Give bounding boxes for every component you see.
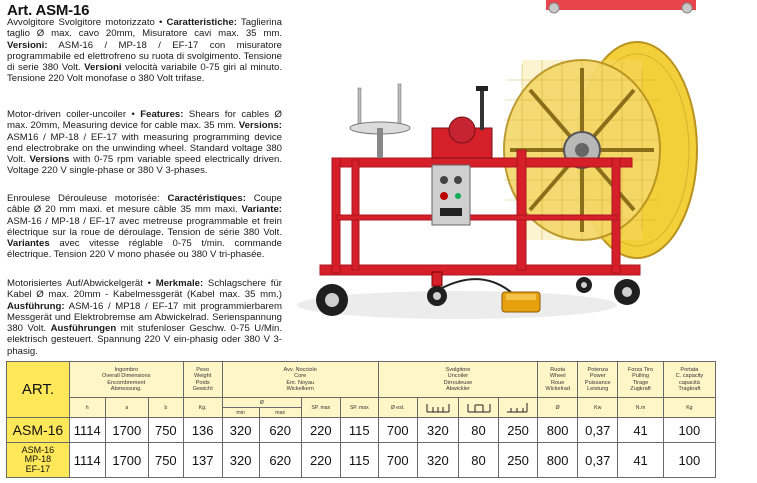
uncoiler-flange-icon xyxy=(458,398,498,418)
cell: 80 xyxy=(458,418,498,443)
unit-kw: Kw xyxy=(578,398,618,418)
cell: 0,37 xyxy=(578,418,618,443)
table-row xyxy=(7,443,716,478)
cell: 0,37 xyxy=(578,443,618,478)
cell: 250 xyxy=(499,443,538,478)
desc-it-text: velocità variabile 0-75 giri al minuto. Tensione 220 Volt monofase o 380 Volt trifase. xyxy=(7,62,282,85)
unit-nm: N.m xyxy=(618,398,664,418)
cell: 1114 xyxy=(69,443,105,478)
unit-max: max xyxy=(259,408,301,418)
header-nocciolo: Avv. Nocciolo Core Enr. Noyau Wickelkern xyxy=(222,362,378,398)
cell: 100 xyxy=(663,443,715,478)
desc-de-text: mit stufenloser Geschw. 0-75 U/Min. elektrisch gesteuert. Spannung 220 V ein-phasig oder 380 V 3-phasig. xyxy=(7,323,282,357)
desc-it-keyword: Caratteristiche: xyxy=(166,17,237,28)
desc-fr-keyword: Variantes xyxy=(7,238,50,250)
desc-fr-keyword: Variante: xyxy=(241,204,282,216)
desc-de-text: Motorisiertes Auf/Abwickelgerät • xyxy=(7,278,156,289)
cell: 1700 xyxy=(105,418,148,443)
unit-core-diameter: Ø xyxy=(222,398,301,408)
unit-kg: Kg. xyxy=(183,398,222,418)
coiler-machine-photo xyxy=(292,0,757,345)
header-peso: Peso Weight Poids Gewicht xyxy=(183,362,222,398)
desc-en-text: with 0-75 rpm variable speed electrically driven. Voltage 220 V single-phase or 380 V 3-phases. xyxy=(7,154,282,177)
desc-fr-text: Coupe câble Ø 20 mm maxi. et mesure câble 35 mm maxi. xyxy=(7,193,282,216)
cell: 700 xyxy=(378,418,417,443)
header-svolgitore: Svolgitore Uncoiler Dérouleuse Abwickler xyxy=(378,362,537,398)
cell: 800 xyxy=(538,418,578,443)
cell: 700 xyxy=(378,443,417,478)
unit-min: min xyxy=(222,408,259,418)
cell: 220 xyxy=(301,418,340,443)
desc-it-text: ASM-16 / MP-18 / EF-17 con misuratore programmabile ed elettrofreno su ruota di svolgimento. Tensione di serie 380 Volt. xyxy=(7,39,282,74)
desc-en-text: Motor-driven coiler-uncoiler • xyxy=(7,109,141,120)
product-title: Art. ASM-16 xyxy=(7,2,90,19)
power-plug xyxy=(432,272,442,286)
cell: 41 xyxy=(618,443,664,478)
unit-sp-max-2: SP. max xyxy=(340,398,378,418)
desc-fr-text: ASM-16 / MP-18 / EF-17 avec metreuse programmable et frein électrique sur la roue de déroulage. Tension de série 380 Volt. xyxy=(7,215,282,238)
unit-capacity-kg: Kg xyxy=(663,398,715,418)
art-header: ART. xyxy=(7,362,70,418)
unit-a: a xyxy=(105,398,148,418)
unit-outer-diameter: Ø est. xyxy=(378,398,417,418)
desc-en-text: Shears for cables Ø max. 20mm, Measuring device for cable max. 35 mm. xyxy=(7,109,283,132)
cell: 137 xyxy=(183,443,222,478)
desc-fr-text: Enroulese Dérouleuse motorisée: xyxy=(7,193,168,204)
cell: 250 xyxy=(499,418,538,443)
desc-en-keyword: Versions xyxy=(29,154,70,166)
unit-sp-max: SP. max xyxy=(301,398,340,418)
description-french xyxy=(7,193,282,261)
header-potenza: Potenza Power Puissance Leistung xyxy=(578,362,618,398)
desc-it-keyword: Versioni: xyxy=(7,39,48,51)
cell: 80 xyxy=(458,443,498,478)
cell: 115 xyxy=(340,418,378,443)
reel-drum xyxy=(504,60,660,240)
unit-wheel-diameter: Ø xyxy=(538,398,578,418)
cell: 320 xyxy=(222,418,259,443)
cell: 320 xyxy=(417,443,458,478)
cell: 750 xyxy=(148,418,183,443)
header-forza: Forza Tiro Pulling Tirage Zugkraft xyxy=(618,362,664,398)
desc-de-keyword: Ausführung: xyxy=(7,300,65,312)
desc-en-keyword: Versions: xyxy=(238,120,282,132)
desc-it-text: Avvolgitore Svolgitore motorizzato • xyxy=(7,17,167,28)
shears-unit xyxy=(432,86,492,158)
desc-en-text: ASM16 / MP-18 / EF-17 with measuring programming device end electrobrake on the unwinding wheel. Standard voltage 380 Volt. xyxy=(7,131,282,166)
cropped-product-fragment xyxy=(546,0,696,13)
desc-de-keyword: Merkmale: xyxy=(155,278,204,289)
description-english xyxy=(7,109,282,177)
cell: 750 xyxy=(148,443,183,478)
control-box xyxy=(432,165,470,225)
cell: 620 xyxy=(259,443,301,478)
description-german xyxy=(7,278,282,357)
description-italian xyxy=(7,17,282,85)
cell: 800 xyxy=(538,443,578,478)
desc-fr-text: avec vitesse réglable 0-75 t/min. commande électrique. Tension 220 V mono phasée ou 380 V tri-phasée. xyxy=(7,238,282,261)
desc-fr-keyword: Caractéristiques: xyxy=(167,193,246,204)
desc-de-keyword: Ausführungen xyxy=(50,323,117,335)
desc-en-keyword: Features: xyxy=(140,109,184,120)
cell: 220 xyxy=(301,443,340,478)
winding-plate xyxy=(350,84,410,158)
spec-table xyxy=(6,361,716,477)
desc-it-keyword: Versioni xyxy=(84,62,122,74)
cell: 320 xyxy=(417,418,458,443)
cell: 320 xyxy=(222,443,259,478)
cell: 1114 xyxy=(69,418,105,443)
desc-de-text: Schlagschere für Kabel Ø max. 20mm - Kabelmessgerät (Kabel max. 35 mm.) xyxy=(7,278,282,301)
desc-it-text: Taglierina taglio Ø max. cavo 20mm, Misuratore cavi max. 35 mm. xyxy=(7,17,282,40)
cell: 1700 xyxy=(105,443,148,478)
header-ingombro: Ingombro Overall Dimensions Encombrement Abmessung. xyxy=(69,362,183,398)
table-row xyxy=(7,418,716,443)
desc-de-text: ASM-16 / MP18 / EF-17 mit programmierbarem Messgerät und Elektrobremse am Abwickelrad. Serienspannung 380 Volt. xyxy=(7,300,282,335)
unit-h: h xyxy=(69,398,105,418)
row-model-names: ASM-16 MP-18 EF-17 xyxy=(7,443,70,478)
header-portata: Portata C. capacity capacità Tragkraft xyxy=(663,362,715,398)
cell: 620 xyxy=(259,418,301,443)
cell: 100 xyxy=(663,418,715,443)
uncoiler-width-icon xyxy=(417,398,458,418)
uncoiler-height-icon xyxy=(499,398,538,418)
row-model-name: ASM-16 xyxy=(7,418,70,443)
cell: 136 xyxy=(183,418,222,443)
cell: 115 xyxy=(340,443,378,478)
unit-b: b xyxy=(148,398,183,418)
header-ruota: Ruota Wheel Roue Wickelrad xyxy=(538,362,578,398)
cell: 41 xyxy=(618,418,664,443)
